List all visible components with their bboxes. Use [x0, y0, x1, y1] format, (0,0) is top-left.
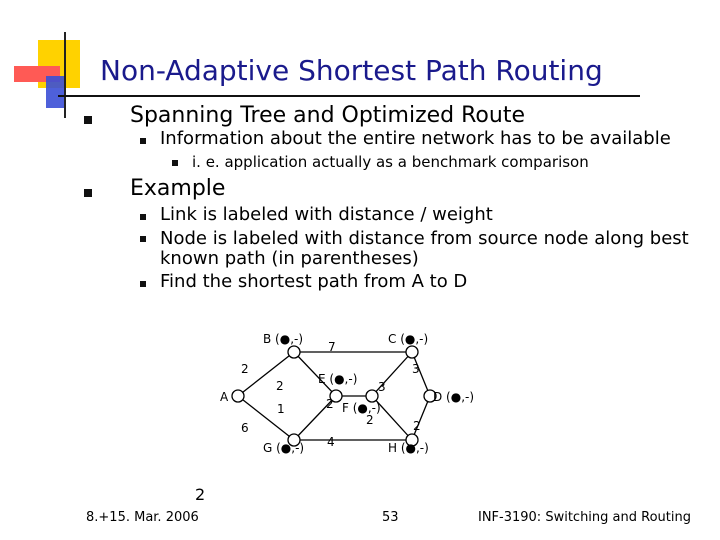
weight-f-h: 2: [366, 413, 374, 427]
node-label-f: F (●,-): [342, 401, 381, 415]
weight-a-g: 6: [241, 421, 249, 435]
footer-course: INF-3190: Switching and Routing: [478, 510, 691, 525]
bullet-information: Information about the entire network has to be available: [160, 128, 671, 149]
node-c: [406, 346, 418, 358]
weight-b-e: 2: [276, 379, 284, 393]
node-label-b: B (●,-): [263, 332, 304, 346]
node-label-g: G (●,-): [263, 441, 305, 455]
node-b: [288, 346, 300, 358]
bullet-find-path: Find the shortest path from A to D: [160, 271, 468, 292]
weight-b-c: 7: [328, 340, 336, 354]
bullet-node-label: Node is labeled with distance from source node along best known path (in parentheses): [160, 228, 689, 269]
bullet-example: Example: [130, 176, 226, 201]
node-label-a: A: [220, 390, 229, 404]
weight-a-b: 2: [241, 362, 249, 376]
node-label-c: C (●,-): [388, 332, 429, 346]
weight-g-h: 4: [327, 435, 335, 449]
node-label-d: D (●,-): [433, 390, 475, 404]
node-label-h: H (●,-): [388, 441, 429, 455]
node-label-e: E (●,-): [318, 372, 358, 386]
edge-h-d: [412, 396, 430, 440]
weight-g-e: 1: [277, 402, 285, 416]
node-a: [232, 390, 244, 402]
bullet-benchmark: i. e. application actually as a benchmark comparison: [192, 153, 589, 171]
weight-c-d: 3: [412, 362, 420, 376]
bullet-spanning-tree: Spanning Tree and Optimized Route: [130, 103, 525, 128]
footer-page-number: 53: [382, 510, 399, 525]
weight-h-d: 2: [413, 419, 421, 433]
weight-e-f: 2: [326, 397, 334, 411]
weight-f-c: 3: [378, 380, 386, 394]
extra-weight-label: 2: [195, 485, 206, 504]
footer-date: 8.+15. Mar. 2006: [86, 510, 199, 525]
bullet-link-label: Link is labeled with distance / weight: [160, 204, 493, 225]
slide-title: Non-Adaptive Shortest Path Routing: [100, 54, 603, 87]
